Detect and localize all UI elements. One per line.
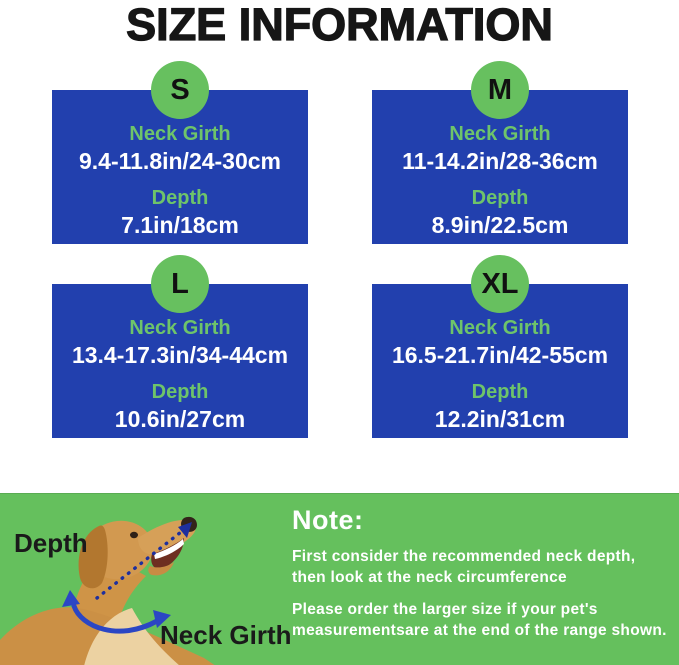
size-card-s: [52, 73, 308, 244]
depth-label: Depth: [471, 187, 529, 209]
depth-label: Depth: [151, 381, 209, 403]
neck-girth-label: Neck Girth: [449, 123, 551, 145]
dog-measurement-diagram: [0, 494, 292, 665]
depth-value: 8.9in/22.5cm: [431, 212, 569, 238]
depth-value: 12.2in/31cm: [434, 406, 566, 432]
size-badge-xl: XL: [471, 255, 529, 313]
size-card-xl: [372, 267, 628, 438]
size-grid: [52, 73, 628, 438]
size-badge-m: M: [471, 61, 529, 119]
note-heading: Note:: [292, 505, 364, 535]
page-title: SIZE INFORMATION: [126, 0, 553, 50]
note-text-column: [292, 504, 670, 652]
depth-value: 10.6in/27cm: [114, 406, 246, 432]
size-badge-l: L: [151, 255, 209, 313]
neck-girth-value: 16.5-21.7in/42-55cm: [391, 342, 609, 368]
neck-girth-value: 11-14.2in/28-36cm: [402, 148, 598, 174]
neck-girth-label: Neck Girth: [129, 317, 231, 339]
note-section: [0, 493, 679, 665]
size-badge-s: S: [151, 61, 209, 119]
note-paragraph-1: First consider the recommended neck depth, then look at the neck circumference: [292, 548, 636, 586]
depth-label: Depth: [471, 381, 529, 403]
depth-label: Depth: [151, 187, 209, 209]
neck-girth-label: Neck Girth: [129, 123, 231, 145]
diagram-depth-label: Depth: [14, 528, 88, 558]
note-paragraph-2: Please order the larger size if your pet's measurementsare at the end of the range shown.: [292, 601, 667, 639]
depth-value: 7.1in/18cm: [121, 212, 239, 238]
neck-girth-value: 9.4-11.8in/24-30cm: [78, 148, 282, 174]
dog-eye: [130, 532, 138, 538]
size-card-m: [372, 73, 628, 244]
neck-girth-value: 13.4-17.3in/34-44cm: [71, 342, 289, 368]
size-card-l: [52, 267, 308, 438]
neck-girth-label: Neck Girth: [449, 317, 551, 339]
diagram-neck-girth-label: Neck Girth: [160, 620, 292, 650]
